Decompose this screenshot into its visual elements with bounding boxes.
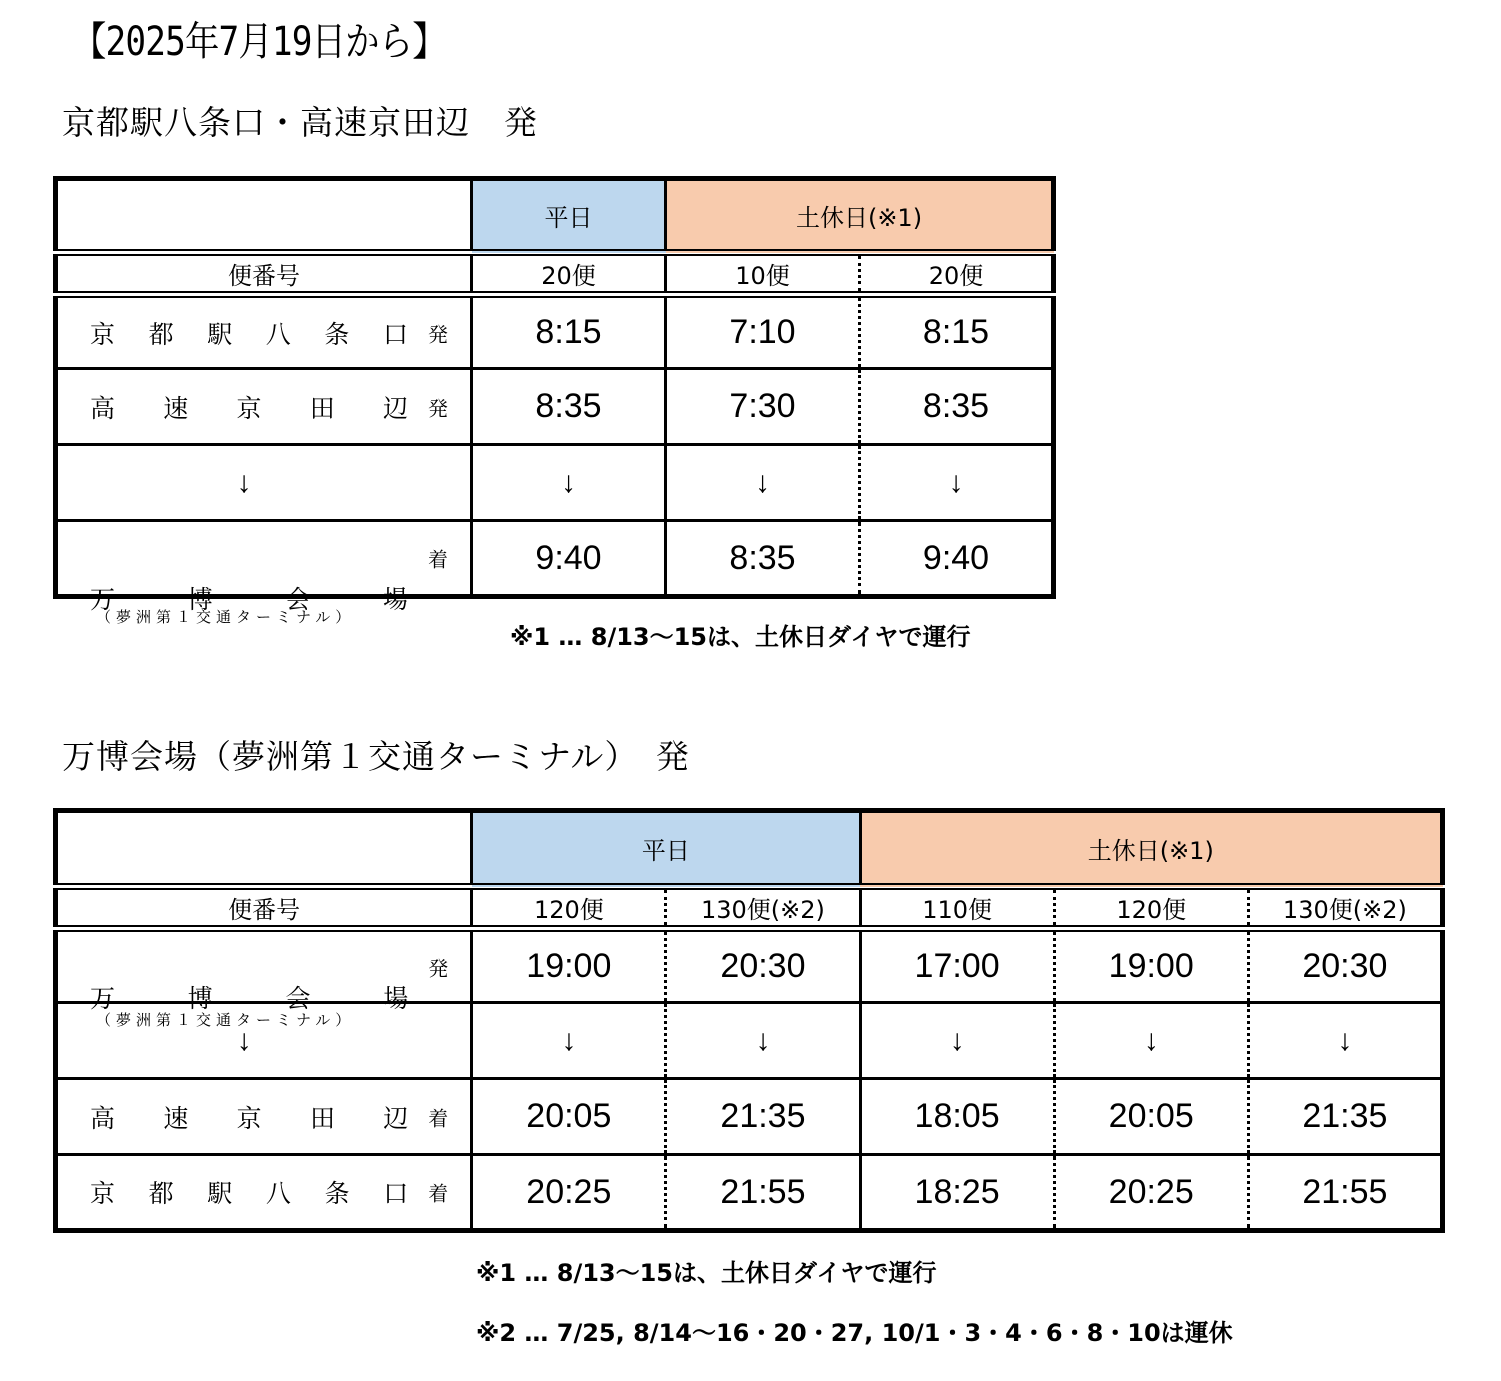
departure-mark: 発 [428, 396, 448, 420]
table-row [56, 929, 1443, 1003]
header-blank [56, 811, 472, 887]
time-cell: 7:30 [666, 369, 860, 445]
flight-number: 110便 [860, 887, 1054, 929]
time-cell: 20:05 [472, 1079, 666, 1155]
time-cell: 8:35 [472, 369, 666, 445]
time-cell: 18:25 [860, 1155, 1054, 1231]
stop-name-kyoto-station: 京 都 駅 八 条 口 [90, 1179, 409, 1208]
flight-number: 130便(※2) [1248, 887, 1442, 929]
table-row [56, 369, 1054, 445]
table-row [56, 521, 1054, 597]
stop-cell [56, 929, 472, 1029]
table-row [56, 445, 1054, 521]
down-arrow-icon: ↓ [472, 1003, 666, 1079]
time-cell: 9:40 [472, 521, 666, 597]
section2-title: 万博会場（夢洲第１交通ターミナル） 発 [62, 737, 690, 776]
down-arrow-icon: ↓ [56, 1003, 472, 1079]
down-arrow-icon: ↓ [666, 445, 860, 521]
stop-cell [56, 369, 472, 445]
down-arrow-icon: ↓ [1248, 1003, 1442, 1079]
time-cell: 21:35 [666, 1079, 860, 1155]
time-cell: 8:35 [860, 369, 1054, 445]
stop-cell [56, 1155, 472, 1231]
down-arrow-icon: ↓ [666, 1003, 860, 1079]
stop-cell [56, 521, 472, 626]
stop-subname: （夢洲第１交通ターミナル） [96, 608, 356, 626]
weekday-header: 平日 [472, 179, 666, 253]
arrival-mark: 着 [428, 547, 448, 572]
stop-name-expo-site: 万 博 会 場 [90, 983, 409, 1013]
stop-name-kyoto-station: 京 都 駅 八 条 口 [90, 319, 408, 349]
departure-mark: 発 [428, 956, 449, 980]
down-arrow-icon: ↓ [472, 445, 666, 521]
date-heading: 【2025年7月19日から】 [72, 19, 446, 65]
time-cell: 17:00 [860, 929, 1054, 1003]
time-cell: 8:15 [472, 295, 666, 369]
arrival-mark: 着 [428, 1181, 449, 1206]
weekday-header: 平日 [472, 811, 860, 887]
flight-number: 20便 [860, 253, 1054, 295]
outbound-timetable [53, 176, 1056, 626]
time-cell: 21:35 [1248, 1079, 1442, 1155]
flight-number: 20便 [472, 253, 666, 295]
time-cell: 9:40 [860, 521, 1054, 597]
time-cell: 8:15 [860, 295, 1054, 369]
down-arrow-icon: ↓ [860, 445, 1054, 521]
header-blank [56, 179, 472, 253]
time-cell: 18:05 [860, 1079, 1054, 1155]
time-cell: 19:00 [472, 929, 666, 1003]
time-cell: 8:35 [666, 521, 860, 597]
time-cell: 19:00 [1054, 929, 1248, 1003]
departure-mark: 発 [428, 322, 448, 346]
stop-cell [56, 1079, 472, 1155]
table-row [56, 1079, 1443, 1155]
weekend-header: 土休日(※1) [666, 179, 1054, 253]
stop-name-kyotanabe: 高 速 京 田 辺 [90, 393, 408, 423]
time-cell: 20:30 [666, 929, 860, 1003]
flight-number: 120便 [472, 887, 666, 929]
note-1: ※1 … 8/13～15は、土休日ダイヤで運行 [510, 623, 971, 651]
stop-subname: （夢洲第１交通ターミナル） [96, 1010, 356, 1029]
time-cell: 20:25 [472, 1155, 666, 1231]
flight-number-label: 便番号 [56, 253, 472, 295]
stop-name-kyotanabe: 高 速 京 田 辺 [90, 1103, 409, 1133]
time-cell: 21:55 [666, 1155, 860, 1231]
stop-name-expo-site: 万 博 会 場 [90, 585, 408, 614]
time-cell: 20:30 [1248, 929, 1442, 1003]
time-cell: 20:25 [1054, 1155, 1248, 1231]
arrival-mark: 着 [428, 1106, 449, 1130]
down-arrow-icon: ↓ [1054, 1003, 1248, 1079]
time-cell: 7:10 [666, 295, 860, 369]
down-arrow-icon: ↓ [860, 1003, 1054, 1079]
section1-title: 京都駅八条口・高速京田辺 発 [62, 103, 538, 142]
table-row [56, 1155, 1443, 1231]
table-row [56, 295, 1054, 369]
note-1-return: ※1 … 8/13～15は、土休日ダイヤで運行 [476, 1259, 937, 1287]
time-cell: 20:05 [1054, 1079, 1248, 1155]
flight-number: 10便 [666, 253, 860, 295]
time-cell: 21:55 [1248, 1155, 1442, 1231]
return-timetable [53, 808, 1445, 1233]
flight-number: 130便(※2) [666, 887, 860, 929]
flight-number: 120便 [1054, 887, 1248, 929]
weekend-header: 土休日(※1) [860, 811, 1442, 887]
stop-cell [56, 295, 472, 369]
note-2-return: ※2 … 7/25, 8/14～16・20・27, 10/1・3・4・6・8・10は運休 [476, 1319, 1233, 1347]
flight-number-label: 便番号 [56, 887, 472, 929]
down-arrow-icon: ↓ [56, 445, 472, 521]
